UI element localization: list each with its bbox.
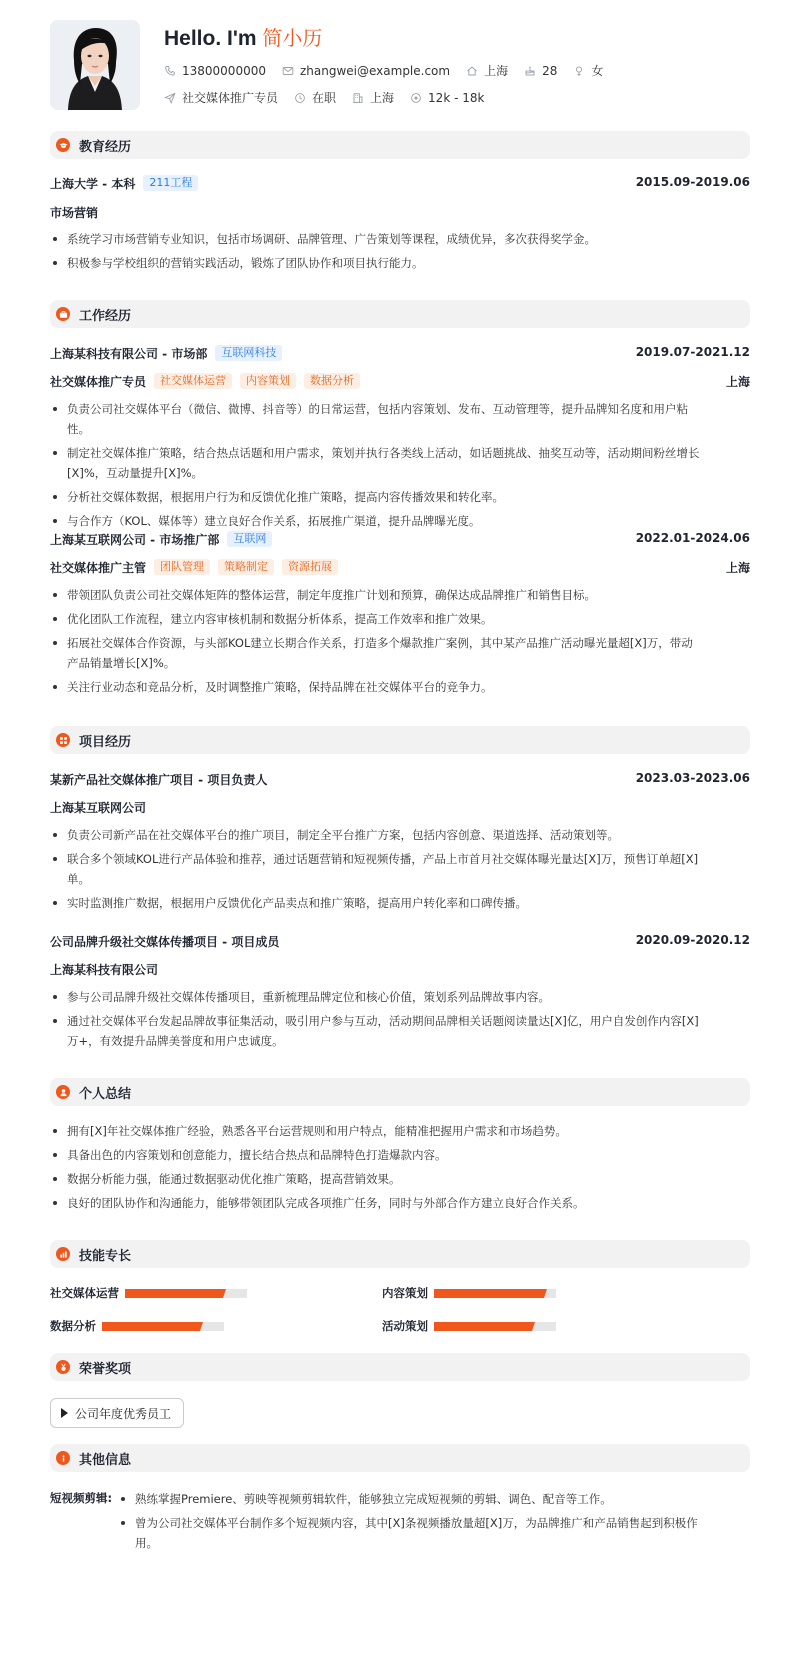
skill-bar (102, 1322, 224, 1331)
list-item: 与合作方（KOL、媒体等）建立良好合作关系，拓展推广渠道，提升品牌曝光度。 (50, 511, 700, 531)
section-title: 项目经历 (79, 734, 132, 750)
section-title: 技能专长 (79, 1248, 132, 1264)
other-bullets (118, 1489, 698, 1557)
role-name: 社交媒体推广专员 (50, 374, 147, 389)
grid-icon (56, 733, 70, 747)
skill-bar-fill (102, 1322, 200, 1331)
project-company: 上海某互联网公司 (50, 800, 147, 815)
skill-bar-fill (125, 1289, 223, 1298)
skill-tag: 资源拓展 (282, 559, 338, 575)
age-item (524, 64, 557, 78)
skill-bar (434, 1322, 556, 1331)
cake-icon (524, 65, 536, 77)
medal-icon (56, 1360, 70, 1374)
list-item: 系统学习市场营销专业知识，包括市场调研、品牌管理、广告策划等课程，成绩优异，多次获得奖学金。 (50, 229, 700, 249)
skill-bar (125, 1289, 247, 1298)
info-icon (56, 1451, 70, 1465)
list-item: 参与公司品牌升级社交媒体传播项目，重新梳理品牌定位和核心价值，策划系列品牌故事内容。 (50, 987, 700, 1007)
education-major-row (50, 203, 750, 221)
profile-header (50, 20, 750, 112)
list-item: 通过社交媒体平台发起品牌故事征集活动，吸引用户参与互动，活动期间品牌相关话题阅读量达[X]亿，用户自发创作内容[X]万+，有效提升品牌美誉度和用户忠诚度。 (50, 1011, 700, 1051)
project-company: 上海某科技有限公司 (50, 962, 159, 977)
project-1-bullets (50, 825, 700, 917)
status-text: 在职 (312, 91, 337, 105)
contact-row (164, 62, 619, 79)
work-2-role-row (50, 558, 750, 576)
list-item: 关注行业动态和竞品分析，及时调整推广策略，保持品牌在社交媒体平台的竞争力。 (50, 677, 700, 697)
project-2-bullets (50, 987, 700, 1055)
home-icon (466, 65, 478, 77)
work-2-bullets (50, 585, 700, 701)
education-date: 2015.09-2019.06 (635, 175, 750, 189)
salary-item (410, 91, 484, 105)
skill-tag: 内容策划 (240, 373, 296, 389)
industry-tag: 互联网科技 (215, 345, 282, 361)
gender-item (573, 62, 603, 79)
avatar (50, 20, 140, 110)
work-1-bullets (50, 399, 700, 535)
section-title: 工作经历 (79, 308, 132, 324)
mail-icon (282, 65, 294, 77)
skill-label: 活动策划 (382, 1319, 428, 1333)
work-location: 上海 (725, 375, 750, 389)
section-title: 教育经历 (79, 139, 132, 155)
project-2-header (50, 932, 750, 950)
project-name: 公司品牌升级社交媒体传播项目 - 项目成员 (50, 934, 280, 949)
user-icon (56, 1085, 70, 1099)
major-name: 市场营销 (50, 205, 99, 220)
list-item: 拥有[X]年社交媒体推广经验，熟悉各平台运营规则和用户特点，能精准把握用户需求和市场趋势。 (50, 1121, 700, 1141)
briefcase-icon (56, 307, 70, 321)
section-title: 其他信息 (79, 1452, 132, 1468)
status-item (294, 89, 336, 106)
salary-text: 12k - 18k (428, 90, 485, 105)
role-name: 社交媒体推广主管 (50, 560, 147, 575)
other-label: 短视频剪辑: (50, 1491, 113, 1505)
list-item: 数据分析能力强，能通过数据驱动优化推广策略，提高营销效果。 (50, 1169, 700, 1189)
gender-icon (573, 65, 585, 77)
skill-tag: 数据分析 (304, 373, 360, 389)
industry-tag: 互联网 (227, 531, 272, 547)
list-item: 良好的团队协作和沟通能力，能够带领团队完成各项推广任务，同时与外部合作方建立良好合作关系。 (50, 1193, 700, 1213)
skill-label: 社交媒体运营 (50, 1286, 119, 1300)
company-name: 上海某科技有限公司 - 市场部 (50, 346, 208, 361)
skill-bar-fill (434, 1289, 544, 1298)
education-header (50, 174, 750, 192)
project-1-header (50, 770, 750, 788)
list-item: 负责公司社交媒体平台（微信、微博、抖音等）的日常运营，包括内容策划、发布、互动管理等，提升品牌知名度和用户粘性。 (50, 399, 700, 439)
section-summary (50, 1078, 750, 1106)
email-address: zhangwei@example.com (299, 63, 451, 78)
clock-icon (294, 92, 306, 104)
work-2-header (50, 530, 750, 548)
skill-item (382, 1318, 556, 1334)
section-projects (50, 726, 750, 754)
age-text: 28 (542, 63, 558, 78)
position-item (164, 89, 278, 106)
section-education (50, 131, 750, 159)
project-date: 2023.03-2023.06 (635, 771, 750, 785)
project-2-company-row (50, 960, 750, 978)
list-item: 具备出色的内容策划和创意能力，擅长结合热点和品牌特色打造爆款内容。 (50, 1145, 700, 1165)
list-item: 实时监测推广数据，根据用户反馈优化产品卖点和推广策略，提高用户转化率和口碑传播。 (50, 893, 700, 913)
list-item: 优化团队工作流程，建立内容审核机制和数据分析体系，提高工作效率和推广效果。 (50, 609, 700, 629)
skill-item (382, 1285, 556, 1301)
list-item: 制定社交媒体推广策略，结合热点话题和用户需求，策划并执行各类线上活动，如话题挑战、抽奖互动等，活动期间粉丝增长[X]%，互动量提升[X]%。 (50, 443, 700, 483)
list-item: 曾为公司社交媒体平台制作多个短视频内容，其中[X]条视频播放量超[X]万，为品牌推广和产品销售起到积极作用。 (118, 1513, 698, 1553)
city-text: 上海 (484, 64, 509, 78)
list-item: 分析社交媒体数据，根据用户行为和反馈优化推广策略，提高内容传播效果和转化率。 (50, 487, 700, 507)
position-text: 社交媒体推广专员 (182, 91, 279, 105)
work-date: 2019.07-2021.12 (635, 345, 750, 359)
graduation-cap-icon (56, 138, 70, 152)
list-item: 带领团队负责公司社交媒体矩阵的整体运营，制定年度推广计划和预算，确保达成品牌推广和销售目标。 (50, 585, 700, 605)
skill-tag: 策略制定 (218, 559, 274, 575)
greeting-title (164, 22, 322, 51)
section-work (50, 300, 750, 328)
work-date: 2022.01-2024.06 (635, 531, 750, 545)
greeting-text: Hello. I'm (164, 27, 257, 50)
list-item: 熟练掌握Premiere、剪映等视频剪辑软件，能够独立完成短视频的剪辑、调色、配音等工作。 (118, 1489, 698, 1509)
section-honors (50, 1353, 750, 1381)
award-chip (50, 1398, 184, 1428)
work-location: 上海 (725, 561, 750, 575)
work-1-header (50, 344, 750, 362)
skill-label: 数据分析 (50, 1319, 96, 1333)
gender-text: 女 (591, 64, 604, 78)
send-icon (164, 92, 176, 104)
job-intent-row (164, 89, 500, 106)
city-item (466, 62, 508, 79)
section-title: 荣誉奖项 (79, 1361, 132, 1377)
target-city-item (352, 89, 394, 106)
list-item: 拓展社交媒体合作资源，与头部KOL建立长期合作关系，打造多个爆款推广案例，其中某产品推广活动曝光量超[X]万，带动产品销量增长[X]%。 (50, 633, 700, 673)
skill-item (50, 1318, 224, 1334)
company-name: 上海某互联网公司 - 市场推广部 (50, 532, 220, 547)
skill-label: 内容策划 (382, 1286, 428, 1300)
project-name: 某新产品社交媒体推广项目 - 项目负责人 (50, 772, 268, 787)
skill-bar (434, 1289, 556, 1298)
award-label: 公司年度优秀员工 (75, 1406, 172, 1421)
school-tag: 211工程 (143, 175, 198, 191)
email-item (282, 64, 450, 78)
section-title: 个人总结 (79, 1086, 132, 1102)
phone-number: 13800000000 (182, 63, 266, 78)
phone-item (164, 64, 266, 78)
list-item: 积极参与学校组织的营销实践活动，锻炼了团队协作和项目执行能力。 (50, 253, 700, 273)
list-item: 联合多个领域KOL进行产品体验和推荐，通过话题营销和短视频传播，产品上市首月社交媒体曝光量达[X]万，预售订单超[X]单。 (50, 849, 700, 889)
candidate-name: 简小历 (262, 26, 323, 50)
project-1-company-row (50, 798, 750, 816)
section-skills (50, 1240, 750, 1268)
work-1-role-row (50, 372, 750, 390)
skill-item (50, 1285, 247, 1301)
skill-tag: 团队管理 (154, 559, 210, 575)
section-other (50, 1444, 750, 1472)
chart-icon (56, 1247, 70, 1261)
coin-icon (410, 92, 422, 104)
list-item: 负责公司新产品在社交媒体平台的推广项目，制定全平台推广方案，包括内容创意、渠道选择、活动策划等。 (50, 825, 700, 845)
play-icon (61, 1408, 68, 1418)
project-date: 2020.09-2020.12 (635, 933, 750, 947)
school-name: 上海大学 - 本科 (50, 176, 136, 191)
building-icon (352, 92, 364, 104)
phone-icon (164, 65, 176, 77)
summary-bullets (50, 1121, 700, 1217)
skill-bar-fill (434, 1322, 532, 1331)
skill-tag: 社交媒体运营 (154, 373, 232, 389)
education-bullets (50, 229, 700, 277)
target-city-text: 上海 (370, 91, 395, 105)
